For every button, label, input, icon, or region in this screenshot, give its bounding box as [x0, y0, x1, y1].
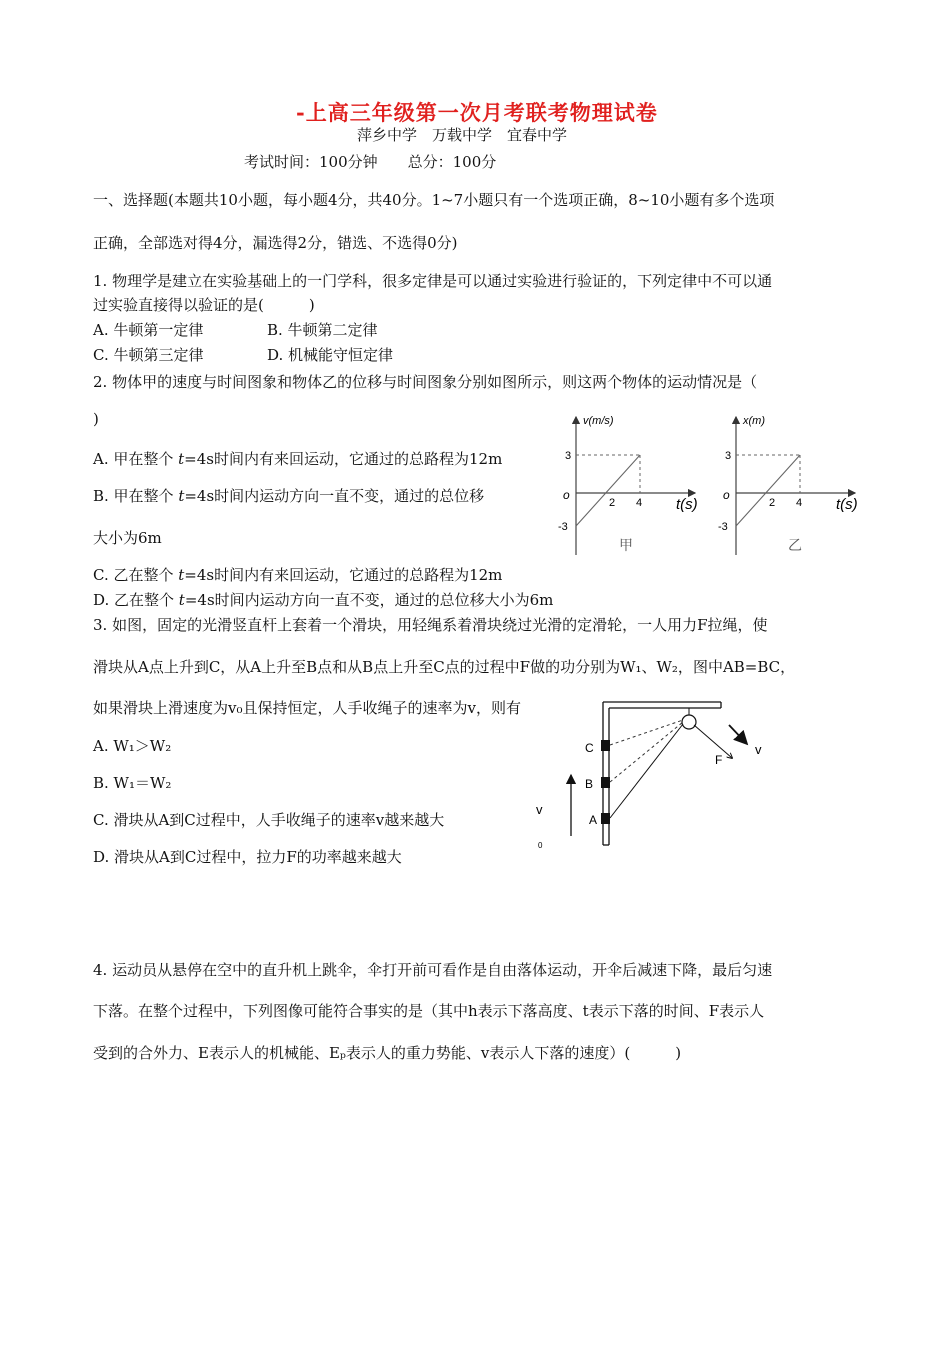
q2-stem-line1: 2. 物体甲的速度与时间图象和物体乙的位移与时间图象分别如图所示，则这两个物体的运动情况是（	[93, 373, 758, 391]
rope-c	[610, 720, 683, 745]
label-v: v	[755, 742, 762, 757]
label-f: F	[715, 753, 723, 767]
q2-option-c: C. 乙在整个 t=4s时间内有来回运动，它通过的总路程为12m	[93, 566, 503, 584]
displacement-line	[736, 455, 803, 526]
tick-y-neg: -3	[558, 521, 568, 533]
pulley-wheel	[682, 715, 696, 729]
label-b: B	[585, 777, 594, 791]
q1-option-d: D. 机械能守恒定律	[267, 346, 394, 364]
q3-option-a: A. W₁＞W₂	[93, 737, 172, 755]
q1-option-a: A. 牛顿第一定律	[93, 321, 204, 339]
tick-y-pos: 3	[725, 450, 732, 462]
exam-info: 考试时间：100分钟 总分：100分	[244, 153, 497, 171]
slider-c	[601, 740, 610, 751]
slider-b	[601, 777, 610, 788]
school-names: 萍乡中学 万载中学 宜春中学	[357, 126, 568, 144]
x-axis-label: t(s)	[836, 496, 858, 513]
q3-option-d: D. 滑块从A到C过程中，拉力F的功率越来越大	[93, 848, 402, 866]
velocity-arrow	[729, 725, 747, 744]
q4-stem-line3: 受到的合外力、E表示人的机械能、Eₚ表示人的重力势能、v表示人下落的速度）( )	[93, 1044, 682, 1062]
q1-option-b: B. 牛顿第二定律	[267, 321, 378, 339]
x-axis-label: t(s)	[676, 496, 698, 513]
tick-x-4: 4	[796, 497, 803, 509]
q3-stem-line2: 滑块从A点上升到C，从A上升至B点和从B点上升至C点的过程中F做的功分别为W₁、W₂，图中AB=BC，	[93, 658, 796, 676]
rope-pull	[694, 725, 732, 758]
label-c: C	[585, 741, 594, 755]
q3-stem-line1: 3. 如图，固定的光滑竖直杆上套着一个滑块，用轻绳系着滑块绕过光滑的定滑轮，一人用力F拉绳，使	[93, 616, 768, 634]
label-a: A	[589, 813, 598, 827]
q3-stem-line3: 如果滑块上滑速度为v₀且保持恒定，人手收绳子的速率为v，则有	[93, 699, 521, 717]
q2-option-d: D. 乙在整个 t=4s时间内运动方向一直不变，通过的总位移大小为6m	[93, 591, 554, 609]
tick-x-4: 4	[636, 497, 643, 509]
q2-option-a: A. 甲在整个 t=4s时间内有来回运动，它通过的总路程为12m	[93, 450, 503, 468]
q1-option-c: C. 牛顿第三定律	[93, 346, 204, 364]
graph-jia	[545, 405, 715, 560]
page-title: -上高三年级第一次月考联考物理试卷	[296, 100, 658, 125]
slider-a	[601, 813, 610, 824]
q4-stem-line2: 下落。在整个过程中，下列图像可能符合事实的是（其中h表示下落高度、t表示下落的时间、F表示人	[93, 1002, 765, 1020]
section-intro-line2: 正确，全部选对得4分，漏选得2分，错选、不选得0分)	[93, 234, 458, 252]
q2-option-b: B. 甲在整个 t=4s时间内运动方向一直不变，通过的总位移	[93, 487, 485, 505]
graph-caption: 甲	[619, 537, 633, 553]
label-v0-subscript: 0	[538, 841, 543, 850]
tick-y-neg: -3	[718, 521, 728, 533]
graph-yi	[705, 405, 875, 560]
tick-x-2: 2	[609, 497, 616, 509]
q1-stem-line2: 过实验直接得以验证的是( )	[93, 296, 315, 314]
q2-option-b-line2: 大小为6m	[93, 529, 162, 547]
tick-x-2: 2	[769, 497, 776, 509]
q4-stem-line1: 4. 运动员从悬停在空中的直升机上跳伞，伞打开前可看作是自由落体运动，开伞后减速下降，最后匀速	[93, 961, 773, 979]
pulley-figure	[525, 692, 785, 857]
section-intro-line1: 一、选择题(本题共10小题，每小题4分，共40分。1~7小题只有一个选项正确，8~10小题有多个选项	[93, 191, 775, 209]
q2-stem-line2: )	[93, 410, 99, 428]
q3-option-b: B. W₁＝W₂	[93, 774, 172, 792]
q3-option-c: C. 滑块从A到C过程中，人手收绳子的速率v越来越大	[93, 811, 445, 829]
origin-label: o	[723, 488, 730, 502]
y-axis-label: v(m/s)	[583, 415, 614, 427]
origin-label: o	[563, 488, 570, 502]
rope-b	[610, 722, 683, 782]
rope-a	[610, 724, 683, 818]
y-axis-label: x(m)	[743, 415, 765, 427]
q1-stem-line1: 1. 物理学是建立在实验基础上的一门学科，很多定律是可以通过实验进行验证的，下列定律中不可以通	[93, 272, 773, 290]
graph-caption: 乙	[788, 537, 802, 553]
tick-y-pos: 3	[565, 450, 572, 462]
velocity-line	[576, 455, 643, 526]
label-v0: v	[536, 802, 543, 817]
